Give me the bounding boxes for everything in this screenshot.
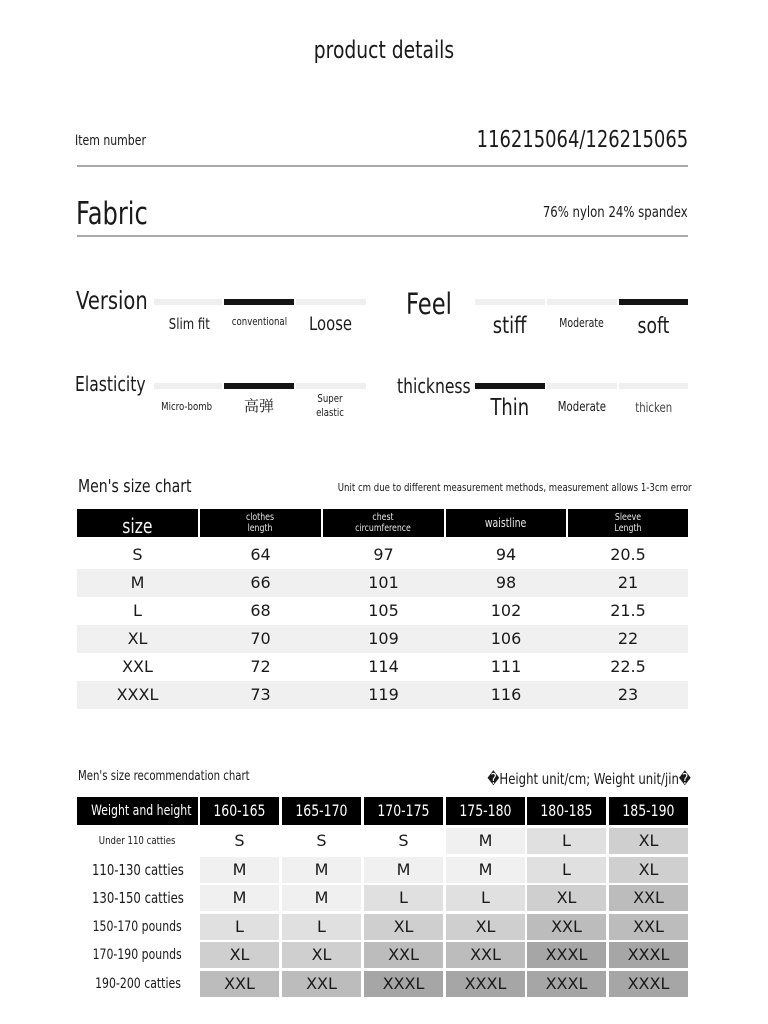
size-chart-cell-clothes-length: 68 [250,601,271,620]
page-title: product details [313,36,455,64]
size-chart-cell-clothes-length: 64 [250,545,271,564]
recommendation-weight-label: Under 110 catties [99,834,176,847]
feel-option-soft: soft [637,314,670,339]
version-option-slim-fit: Slim fit [168,315,210,333]
size-chart-cell-clothes-length: 73 [250,685,271,704]
recommendation-weight-label: 150-170 pounds [92,918,183,935]
recommendation-height-header: 160-165 [200,797,279,825]
feel-label: Feel [406,287,452,321]
recommendation-cell: XL [364,914,443,940]
version-label: Version [76,286,148,315]
recommendation-cell: S [282,828,361,854]
recommendation-cell: XXL [364,942,443,968]
recommendation-weight-label: 110-130 catties [91,860,184,879]
recommendation-cell: XXL [609,885,688,911]
size-chart-cell-waist: 106 [490,629,522,648]
size-chart-cell-sleeve: 23 [617,685,639,704]
recommendation-height-header: 170-175 [364,797,443,825]
version-seg-slim [154,299,222,305]
recommendation-cell: XXXL [609,942,688,968]
thickness-label: thickness [397,374,471,398]
recommendation-cell: L [527,828,606,854]
size-chart-cell-size: XXL [122,657,153,676]
recommendation-cell: M [446,857,525,883]
recommendation-height-header: 185-190 [609,797,688,825]
recommendation-cell: XL [446,914,525,940]
size-chart-header-sleeve: Sleeve Length [568,509,688,537]
feel-option-stiff: stiff [493,313,527,339]
thickness-option-thicken: thicken [635,401,672,416]
recommendation-cell: XXL [446,942,525,968]
recommendation-cell: M [364,857,443,883]
size-chart-header-chest: chest circumference [323,509,444,537]
size-chart-cell-chest: 119 [368,685,399,704]
recommendation-cell: S [364,828,443,854]
recommendation-cell: L [200,914,279,940]
recommendation-cell: L [446,885,525,911]
recommendation-cell: XL [527,885,606,911]
size-chart-cell-sleeve: 20.5 [610,545,646,564]
thickness-seg-moderate [547,383,617,389]
size-chart-row [77,625,688,653]
size-chart-cell-clothes-length: 66 [250,573,271,592]
size-chart-cell-sleeve: 21.5 [610,601,646,620]
size-chart-row [77,653,688,681]
recommendation-cell: XXXL [527,971,606,997]
recommendation-cell: XL [282,942,361,968]
size-chart-cell-sleeve: 22 [617,629,639,648]
recommendation-cell: XXXL [446,971,525,997]
recommendation-height-header: 175-180 [446,797,525,825]
size-chart-header-waist: waistline [446,509,566,537]
size-chart-cell-waist: 102 [490,601,522,620]
recommendation-cell: XXL [200,971,279,997]
size-chart-row [77,681,688,709]
elasticity-option-micro-bomb: Micro-bomb [161,400,213,413]
recommendation-cell: XL [609,828,688,854]
item-number-value: 116215064/126215065 [476,127,688,153]
size-chart-cell-size: XXXL [116,685,159,704]
size-chart-row [77,569,688,597]
recommendation-cell: XXL [609,914,688,940]
version-option-conventional: conventional [231,315,288,328]
size-chart-row [77,541,688,569]
feel-seg-soft [619,299,688,305]
elasticity-seg-high [224,383,294,389]
size-chart-cell-chest: 109 [368,629,399,648]
size-chart-cell-chest: 114 [368,657,399,676]
size-chart-cell-sleeve: 21 [617,573,639,592]
recommendation-cell: M [446,828,525,854]
recommendation-height-header: 165-170 [282,797,361,825]
recommendation-cell: M [200,857,279,883]
size-chart-header-length: clothes length [200,509,321,537]
size-chart-cell-size: M [130,573,145,592]
recommendation-cell: S [200,828,279,854]
fabric-label: Fabric [76,196,148,232]
recommendation-cell: XXL [282,971,361,997]
feel-seg-stiff [475,299,545,305]
feel-option-moderate: Moderate [559,316,605,330]
recommendation-corner-header: Weight and height [77,797,198,825]
recommendation-cell: XXXL [527,942,606,968]
size-chart-title: Men's size chart [78,476,192,497]
recommendation-weight-label: 130-150 catties [91,889,184,907]
elasticity-option-high: 高弹 [243,397,274,415]
feel-seg-moderate [547,299,617,305]
recommendation-cell: XL [200,942,279,968]
recommendation-height-header: 180-185 [527,797,606,825]
recommendation-cell: L [527,857,606,883]
elasticity-seg-micro [154,383,222,389]
size-chart-cell-clothes-length: 72 [250,657,271,676]
item-number-label: Item number [75,133,146,149]
recommendation-cell: L [282,914,361,940]
size-chart-cell-size: S [132,545,143,564]
recommendation-title: Men's size recommendation chart [78,769,250,784]
recommendation-cell: XXXL [364,971,443,997]
size-chart-cell-chest: 101 [368,573,399,592]
elasticity-seg-super [296,383,366,389]
recommendation-weight-label: 190-200 catties [94,975,181,992]
size-chart-cell-size: XL [127,629,148,648]
recommendation-cell: XL [609,857,688,883]
version-option-loose: Loose [309,313,353,335]
thickness-seg-thicken [619,383,688,389]
size-chart-cell-chest: 105 [368,601,399,620]
divider [77,235,688,237]
thickness-option-thin: Thin [490,395,530,421]
recommendation-cell: XXL [527,914,606,940]
size-chart-row [77,597,688,625]
version-seg-loose [296,299,366,305]
recommendation-weight-label: 170-190 pounds [92,947,183,963]
recommendation-cell: M [282,885,361,911]
recommendation-cell: M [200,885,279,911]
thickness-option-moderate: Moderate [557,400,607,415]
size-chart-header-size: size [77,509,198,537]
size-chart-cell-waist: 116 [490,685,522,704]
recommendation-note: �Height unit/cm; Weight unit/jin� [487,770,691,788]
size-chart-cell-waist: 98 [495,573,517,592]
thickness-seg-thin [475,383,545,389]
elasticity-label: Elasticity [75,372,146,396]
size-chart-cell-waist: 94 [495,545,517,564]
divider [77,165,688,167]
recommendation-cell: M [282,857,361,883]
recommendation-cell: L [364,885,443,911]
size-chart-cell-waist: 111 [490,657,522,676]
fabric-value: 76% nylon 24% spandex [543,203,688,221]
size-chart-cell-sleeve: 22.5 [610,657,646,676]
size-chart-cell-size: L [133,601,142,620]
elasticity-option-super-elastic: Super elastic [316,392,344,419]
size-chart-cell-chest: 97 [373,545,394,564]
version-seg-conventional [224,299,294,305]
size-chart-note: Unit cm due to different measurement methods, measurement allows 1-3cm error [337,481,691,494]
recommendation-cell: XXXL [609,971,688,997]
size-chart-cell-clothes-length: 70 [250,629,271,648]
